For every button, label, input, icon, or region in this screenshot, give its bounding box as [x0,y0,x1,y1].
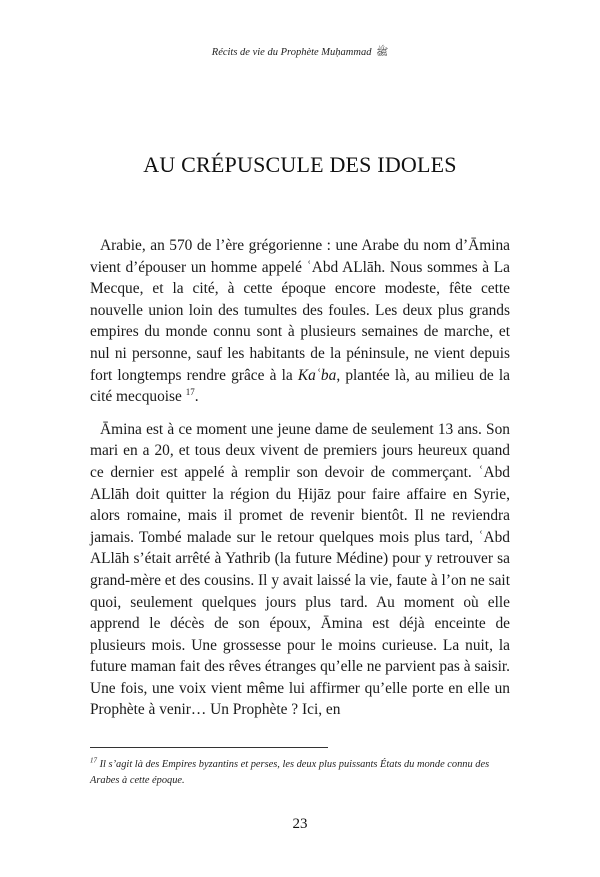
kaaba-italic: Kaʿba [297,366,337,384]
paragraph-1-text: Arabie, an 570 de l’ère grégorienne : une Arabe du nom d’Āmina vient d’épouser un homme appelé ʿAbd ALlāh. Nous sommes à La Mecque, et la cité, à cette époque encore modeste, fête cette nouvelle union loin des tumultes des foules. Les deux plus grands empires du monde connu sont à plusieurs semaines de marche, et nul ni personne, sauf les habitants de la péninsule, ne vient depuis fort longtemps rendre grâce à la [90,237,510,384]
footnote-number: 17 [90,756,97,765]
footnote [90,757,510,789]
page-number: 23 [292,816,308,832]
paragraph-1-end: . [194,388,199,406]
paragraph-1-text-cont: , plantée là, au milieu de la cité mecquoise [90,366,510,406]
running-header [0,46,600,60]
running-title: Récits de vie du Prophète Muḥammad [211,47,372,58]
paragraph-1 [90,235,510,408]
chapter-title: AU CRÉPUSCULE DES IDOLES [143,151,457,177]
footnote-divider [90,747,328,748]
honorific-seal: ﷺ [376,47,389,58]
footnote-text: Il s’agit là des Empires byzantins et perses, les deux plus puissants États du monde connu des Arabes à cette époque. [90,759,490,786]
paragraph-2: Āmina est à ce moment une jeune dame de seulement 13 ans. Son mari en a 20, et tous deux vivent de premiers jours heureux quand ce dernier est appelé à remplir son devoir de commerçant. ʿAbd ALlāh doit quitter la région du Ḥijāz pour faire affaire en Syrie, alors romaine, mais il promet de revenir bientôt. Il ne reviendra jamais. Tombé malade sur le retour quelques mois plus tard, ʿAbd ALlāh s’était arrêté à Yathrib (la future Médine) pour y retrouver sa grand-mère et des cousins. Il y avait laissé la vie, faute à l’on ne sait quoi, seulement quelques jours plus tard. Au moment où elle apprend le décès de son époux, Āmina est déjà enceinte de plusieurs mois. Une grossesse pour le moins curieuse. La nuit, la future maman fait des rêves étranges qu’elle ne parvient pas à saisir. Une fois, une voix vient même lui affirmer qu’elle porte en elle un Prophète à venir… Un Prophète ? Ici, en [90,420,510,719]
footnote-reference[interactable]: 17 [185,387,195,398]
body-text [90,235,510,721]
